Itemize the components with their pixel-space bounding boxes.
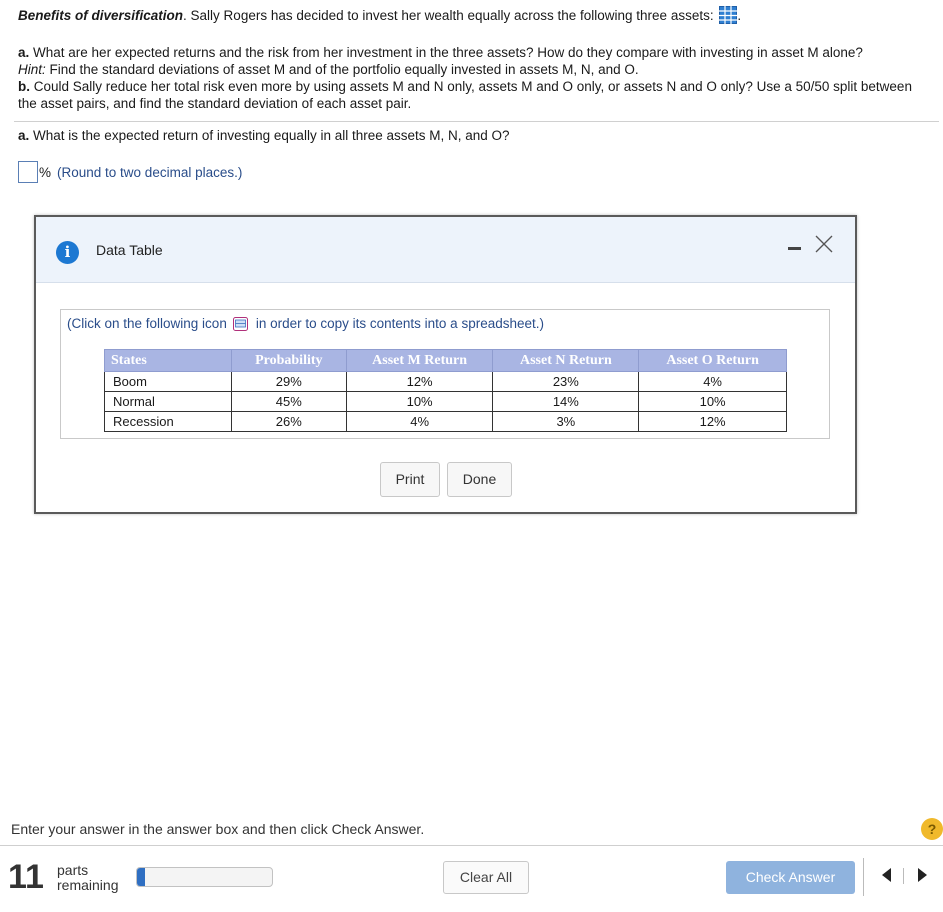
table-cell: 23% (493, 372, 639, 392)
data-table (104, 349, 787, 432)
next-arrow-icon[interactable] (918, 868, 927, 882)
previous-arrow-icon[interactable] (882, 868, 891, 882)
info-icon: i (56, 241, 79, 264)
part-a-line (18, 44, 933, 61)
table-grid-icon[interactable] (719, 6, 737, 24)
part-b-line (18, 78, 933, 112)
dialog-header (36, 217, 855, 283)
table-cell: Recession (105, 412, 232, 432)
table-cell: 45% (231, 392, 346, 412)
table-cell: 3% (493, 412, 639, 432)
spreadsheet-copy-icon[interactable] (233, 317, 248, 331)
table-cell: 12% (639, 412, 787, 432)
answer-unit: % (39, 164, 52, 180)
table-row (105, 412, 787, 432)
table-row (105, 392, 787, 412)
help-icon[interactable]: ? (921, 818, 943, 840)
table-header-row (105, 350, 787, 372)
hint-label: Hint: (18, 62, 46, 77)
copy-text-before: (Click on the following icon (67, 316, 227, 331)
copy-text-after: in order to copy its contents into a spreadsheet.) (255, 316, 544, 331)
question-parts (18, 44, 933, 112)
table-cell: 14% (493, 392, 639, 412)
divider (14, 121, 939, 122)
part-a-text: What are her expected returns and the risk from her investment in the three assets? How do they compare with investing in asset M alone? (33, 45, 863, 60)
table-cell: 10% (346, 392, 493, 412)
progress-bar (136, 867, 273, 887)
nav-divider (903, 868, 904, 884)
column-header: Probability (231, 350, 346, 372)
table-cell: 4% (346, 412, 493, 432)
table-cell: 4% (639, 372, 787, 392)
question-intro-end: . (737, 8, 742, 23)
answer-hint: (Round to two decimal places.) (57, 164, 243, 180)
column-header: Asset O Return (639, 350, 787, 372)
current-part-text: What is the expected return of investing equally in all three assets M, N, and O? (33, 128, 510, 143)
copy-instruction (67, 316, 544, 331)
clear-all-button[interactable]: Clear All (443, 861, 529, 894)
table-cell: 26% (231, 412, 346, 432)
close-icon[interactable] (813, 233, 835, 255)
part-b-label: b. (18, 79, 30, 94)
check-answer-button[interactable]: Check Answer (726, 861, 855, 894)
current-part-label: a. (18, 128, 30, 143)
footer-instruction: Enter your answer in the answer box and then click Check Answer. (11, 821, 425, 837)
answer-row (18, 161, 242, 183)
part-a-label: a. (18, 45, 30, 60)
parts-remaining-count: 11 (8, 858, 44, 896)
question-title: Benefits of diversification (18, 8, 184, 23)
data-table-dialog (34, 215, 857, 514)
progress-fill (137, 868, 145, 886)
question-intro (18, 6, 928, 25)
minimize-icon[interactable] (788, 247, 801, 250)
column-header: Asset M Return (346, 350, 493, 372)
question-intro-text: . Sally Rogers has decided to invest her wealth equally across the following three assets: (183, 8, 714, 23)
dialog-title: Data Table (96, 242, 163, 258)
hint-line (18, 61, 933, 78)
part-b-text: Could Sally reduce her total risk even more by using assets M and N only, assets M and O only, or assets N and O only? Use a 50/50 split between the asset pairs, and find the standard deviation of each asset pair. (18, 79, 912, 111)
table-cell: 12% (346, 372, 493, 392)
remaining-label: remaining (57, 877, 119, 893)
table-cell: 10% (639, 392, 787, 412)
data-panel (60, 309, 830, 439)
done-button[interactable]: Done (447, 462, 512, 497)
column-header: States (105, 350, 232, 372)
hint-text: Find the standard deviations of asset M and of the portfolio equally invested in assets M, N, and O. (49, 62, 639, 77)
footer-divider (0, 845, 943, 846)
nav-separator (863, 858, 864, 896)
table-row (105, 372, 787, 392)
answer-input[interactable] (18, 161, 38, 183)
parts-label: parts (57, 862, 89, 878)
current-part-question (18, 128, 510, 143)
column-header: Asset N Return (493, 350, 639, 372)
print-button[interactable]: Print (380, 462, 440, 497)
table-cell: Boom (105, 372, 232, 392)
table-cell: Normal (105, 392, 232, 412)
table-cell: 29% (231, 372, 346, 392)
